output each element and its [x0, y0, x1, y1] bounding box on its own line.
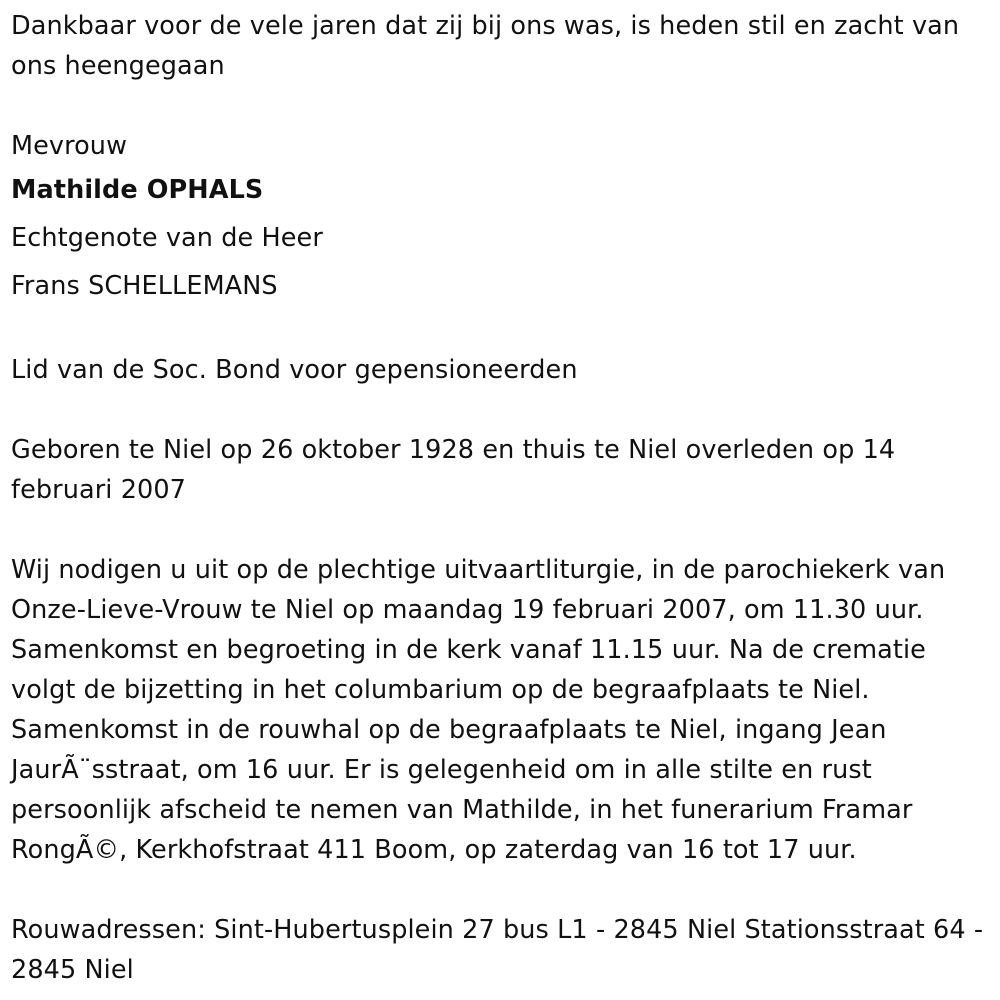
ceremony-paragraph: Wij nodigen u uit op de plechtige uitvaartliturgie, in de parochiekerk van Onze-Lieve-Vrouw te Niel op maandag 19 februari 2007, om 11.30 uur. Samenkomst en begroeting in de kerk vanaf 11.15 uur. Na de crematie volgt de bijzetting in het columbarium op de begraafplaats te Niel. Samenkomst in de rouwhal op de begraafplaats te Niel, ingang Jean JaurÃ¨sstraat, om 16 uur. Er is gelegenheid om in alle stilte en rust persoonlijk afscheid te nemen van Mathilde, in het funerarium Framar RongÃ©, Kerkhofstraat 411 Boom, op zaterdag van 16 tot 17 uur.	[11, 555, 946, 865]
spacer	[11, 390, 991, 430]
spouse-name: Frans SCHELLEMANS	[11, 271, 278, 301]
spouse-line: Echtgenote van de Heer	[11, 223, 323, 253]
deceased-name: Mathilde OPHALS	[11, 175, 264, 205]
name-block	[11, 126, 991, 310]
obituary-notice	[11, 6, 991, 990]
salutation: Mevrouw	[11, 131, 128, 161]
spacer	[11, 510, 991, 550]
membership-line: Lid van de Soc. Bond voor gepensioneerden	[11, 355, 578, 385]
spacer	[11, 870, 991, 910]
birth-death-paragraph: Geboren te Niel op 26 oktober 1928 en thuis te Niel overleden op 14 februari 2007	[11, 435, 896, 505]
spacer	[11, 310, 991, 350]
addresses-paragraph: Rouwadressen: Sint-Hubertusplein 27 bus L1 - 2845 Niel Stationsstraat 64 - 2845 Niel	[11, 915, 984, 985]
intro-paragraph: Dankbaar voor de vele jaren dat zij bij ons was, is heden stil en zacht van ons heengegaan	[11, 11, 960, 81]
spacer	[11, 86, 991, 126]
